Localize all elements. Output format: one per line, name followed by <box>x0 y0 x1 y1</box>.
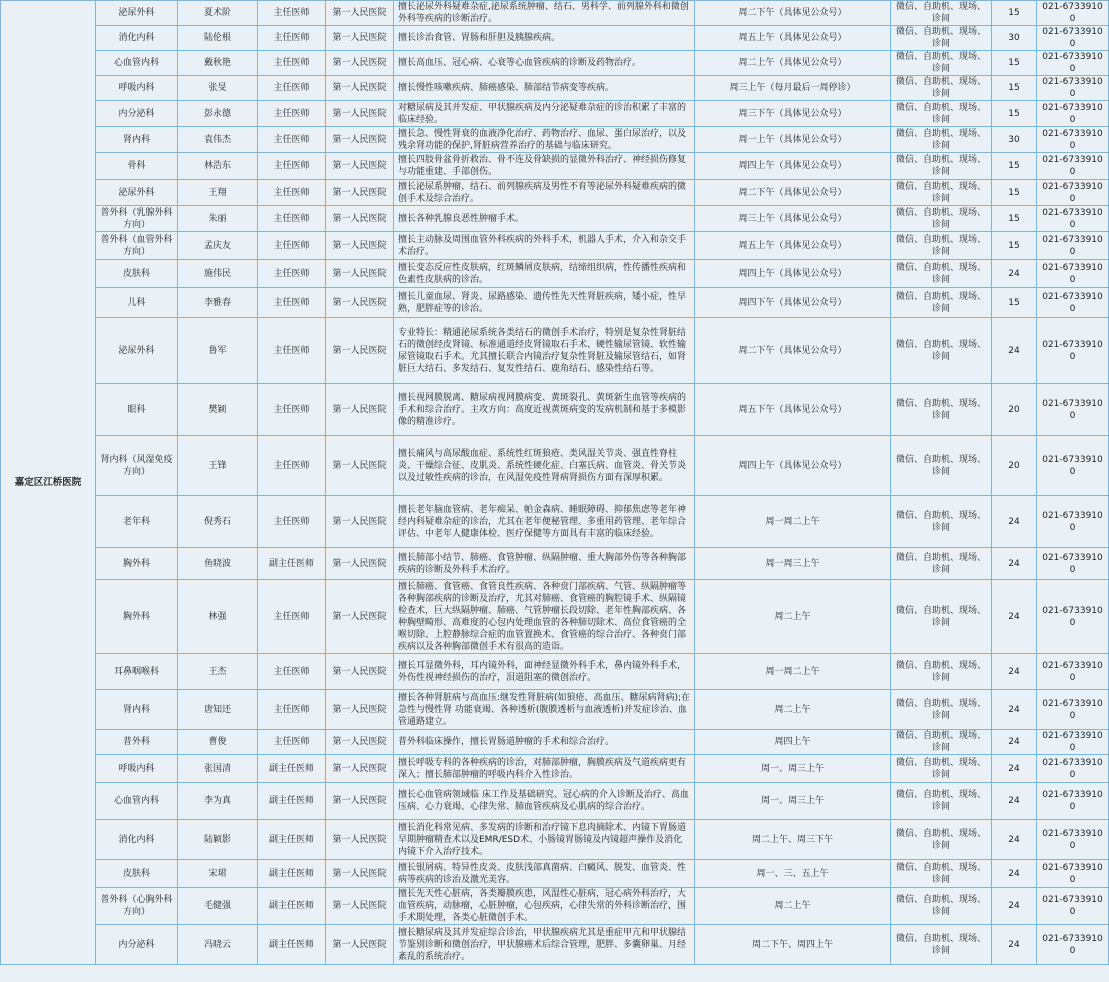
department-cell: 呼吸内科 <box>96 755 178 783</box>
booking-method-cell: 微信、自助机、现场、诊间 <box>891 153 992 180</box>
clinic-time-cell: 周二上午、周三下午 <box>695 820 891 860</box>
booking-method-cell: 微信、自助机、现场、诊间 <box>891 496 992 548</box>
quota-cell: 15 <box>992 153 1037 180</box>
department-cell: 心血管内科 <box>96 51 178 76</box>
quota-cell: 24 <box>992 548 1037 580</box>
department-cell: 骨科 <box>96 153 178 180</box>
table-row <box>1 436 1109 496</box>
hospital-name-cell: 嘉定区江桥医院 <box>1 1 96 965</box>
booking-method-cell: 微信、自助机、现场、诊间 <box>891 436 992 496</box>
doctor-name-cell: 施伟民 <box>178 260 258 288</box>
phone-cell: 021-67339100 <box>1037 436 1109 496</box>
booking-method-cell: 微信、自助机、现场、诊间 <box>891 232 992 260</box>
doctor-title-cell: 主任医师 <box>258 496 326 548</box>
booking-method-cell: 微信、自助机、现场、诊间 <box>891 580 992 654</box>
clinic-time-cell: 周三上午（具体见公众号） <box>695 206 891 232</box>
booking-method-cell: 微信、自助机、现场、诊间 <box>891 654 992 690</box>
phone-cell: 021-67339100 <box>1037 1 1109 26</box>
specialty-cell: 对糖尿病及其并发症、甲状腺疾病及内分泌疑难杂症的诊治积累了丰富的临床经验。 <box>394 101 695 127</box>
doctor-name-cell: 樊颖 <box>178 384 258 436</box>
department-cell: 普外科（乳腺外科方向） <box>96 206 178 232</box>
clinic-time-cell: 周二上午 <box>695 690 891 730</box>
phone-cell: 021-67339100 <box>1037 783 1109 820</box>
doctor-title-cell: 主任医师 <box>258 51 326 76</box>
quota-cell: 24 <box>992 654 1037 690</box>
specialty-cell: 擅长先天性心脏病，各类瓣膜疾患，风湿性心脏病，冠心病外科治疗，大血管疾病，动脉瘤，心脏肿瘤，心包疾病，心律失常的外科诊断治疗，围手术期处理，各类心脏微创手术。 <box>394 888 695 925</box>
booking-method-cell: 微信、自助机、现场、诊间 <box>891 755 992 783</box>
clinic-time-cell: 周一、周三上午 <box>695 755 891 783</box>
specialty-cell: 擅长四肢骨盆骨折救治、骨不连及骨缺损的显微外科治疗、神经损伤修复与功能重建、手部创伤。 <box>394 153 695 180</box>
specialty-cell: 普外科临床操作，擅长胃肠道肿瘤的手术和综合治疗。 <box>394 730 695 755</box>
doctor-title-cell: 主任医师 <box>258 127 326 153</box>
phone-cell: 021-67339100 <box>1037 153 1109 180</box>
specialty-cell: 擅长急、慢性肾衰的血液净化治疗、药物治疗、血尿、蛋白尿治疗，以及残余肾功能的保护,肾脏病营养治疗的基础与临床研究。 <box>394 127 695 153</box>
doctor-title-cell: 主任医师 <box>258 260 326 288</box>
table-row <box>1 783 1109 820</box>
booking-method-cell: 微信、自助机、现场、诊间 <box>891 820 992 860</box>
clinic-time-cell: 周二上午 <box>695 580 891 654</box>
doctor-name-cell: 孟庆友 <box>178 232 258 260</box>
quota-cell: 15 <box>992 76 1037 101</box>
department-cell: 皮肤科 <box>96 260 178 288</box>
doctor-name-cell: 陆颖影 <box>178 820 258 860</box>
specialty-cell: 擅长消化科常见病、多发病的诊断和治疗镜下息肉摘除术、内镜下胃肠道早期肿瘤精查术以及EMR/ESD术、小肠镜胃肠镜及内镜超声操作及消化内镜下介入治疗技术。 <box>394 820 695 860</box>
quota-cell: 24 <box>992 496 1037 548</box>
doctor-name-cell: 张国清 <box>178 755 258 783</box>
doctor-name-cell: 冯晓云 <box>178 925 258 965</box>
doctor-name-cell: 陆伦根 <box>178 26 258 51</box>
clinic-time-cell: 周二下午（具体见公众号） <box>695 180 891 206</box>
clinic-time-cell: 周二上午（具体见公众号） <box>695 51 891 76</box>
table-row <box>1 755 1109 783</box>
quota-cell: 24 <box>992 820 1037 860</box>
doctor-title-cell: 主任医师 <box>258 26 326 51</box>
booking-method-cell: 微信、自助机、现场、诊间 <box>891 76 992 101</box>
quota-cell: 30 <box>992 127 1037 153</box>
phone-cell: 021-67339100 <box>1037 925 1109 965</box>
phone-cell: 021-67339100 <box>1037 127 1109 153</box>
doctor-title-cell: 主任医师 <box>258 318 326 384</box>
clinic-time-cell: 周四上午（具体见公众号） <box>695 436 891 496</box>
quota-cell: 15 <box>992 288 1037 318</box>
specialty-cell: 专业特长：精通泌尿系统各类结石的微创手术治疗，特别是复杂性肾脏结石的微创经皮肾镜、标准通道经皮肾镜取石手术、硬性输尿管镜、软性输尿管镜取石手术。尤其擅长联合内镜治疗复杂性肾脏及输尿管结石，如肾脏巨大结石、多发结石、复发性结石、鹿角结石、感染性结石等。 <box>394 318 695 384</box>
doctor-name-cell: 朱丽 <box>178 206 258 232</box>
doctor-title-cell: 主任医师 <box>258 206 326 232</box>
specialty-cell: 擅长各种肾脏病与高血压:继发性肾脏病(如狼疮、高血压、糖尿病肾病);在急性与慢性肾 功能衰竭、各种透析(腹膜透析与血液透析)并发症诊治、血管通路建立。 <box>394 690 695 730</box>
department-cell: 普外科（心胸外科方向） <box>96 888 178 925</box>
doctor-title-cell: 副主任医师 <box>258 548 326 580</box>
clinic-time-cell: 周四上午 <box>695 730 891 755</box>
specialty-cell: 擅长高血压、冠心病、心衰等心血管疾病的诊断及药物治疗。 <box>394 51 695 76</box>
doctor-name-cell: 李雅春 <box>178 288 258 318</box>
phone-cell: 021-67339100 <box>1037 888 1109 925</box>
table-row <box>1 260 1109 288</box>
doctor-title-cell: 主任医师 <box>258 101 326 127</box>
source-hospital-cell: 第一人民医院 <box>326 580 394 654</box>
table-row <box>1 180 1109 206</box>
booking-method-cell: 微信、自助机、现场、诊间 <box>891 888 992 925</box>
clinic-time-cell: 周五下午（具体见公众号） <box>695 384 891 436</box>
phone-cell: 021-67339100 <box>1037 51 1109 76</box>
department-cell: 普外科（血管外科方向） <box>96 232 178 260</box>
department-cell: 内分泌科 <box>96 925 178 965</box>
doctor-title-cell: 副主任医师 <box>258 925 326 965</box>
phone-cell: 021-67339100 <box>1037 496 1109 548</box>
phone-cell: 021-67339100 <box>1037 384 1109 436</box>
specialty-cell: 擅长各种乳腺良恶性肿瘤手术。 <box>394 206 695 232</box>
source-hospital-cell: 第一人民医院 <box>326 180 394 206</box>
source-hospital-cell: 第一人民医院 <box>326 783 394 820</box>
department-cell: 泌尿外科 <box>96 1 178 26</box>
source-hospital-cell: 第一人民医院 <box>326 436 394 496</box>
table-row <box>1 318 1109 384</box>
quota-cell: 24 <box>992 755 1037 783</box>
quota-cell: 15 <box>992 1 1037 26</box>
doctor-title-cell: 主任医师 <box>258 654 326 690</box>
specialty-cell: 擅长老年脑血管病、老年痴呆、帕金森病、睡眠障碍、抑郁焦虑等老年神经内科疑难杂症的诊治，尤其在老年便秘管理、多重用药管理、老年综合评估、中老年人健康体检、医疗保健等方面具有丰富的临床经验。 <box>394 496 695 548</box>
specialty-cell: 擅长银屑病、特异性皮炎、皮肤浅部真菌病、白癜风、脱发、血管炎、性病等疾病的诊治及激光美容。 <box>394 860 695 888</box>
phone-cell: 021-67339100 <box>1037 180 1109 206</box>
doctor-name-cell: 袁伟杰 <box>178 127 258 153</box>
department-cell: 肾内科（风湿免疫方向） <box>96 436 178 496</box>
doctor-name-cell: 张旻 <box>178 76 258 101</box>
clinic-time-cell: 周五上午（具体见公众号） <box>695 232 891 260</box>
doctor-title-cell: 主任医师 <box>258 232 326 260</box>
department-cell: 眼科 <box>96 384 178 436</box>
department-cell: 消化内科 <box>96 820 178 860</box>
doctor-name-cell: 夏术阶 <box>178 1 258 26</box>
clinic-time-cell: 周二下午、周四上午 <box>695 925 891 965</box>
department-cell: 胸外科 <box>96 548 178 580</box>
source-hospital-cell: 第一人民医院 <box>326 690 394 730</box>
booking-method-cell: 微信、自助机、现场、诊间 <box>891 127 992 153</box>
source-hospital-cell: 第一人民医院 <box>326 127 394 153</box>
doctor-name-cell: 宋珺 <box>178 860 258 888</box>
doctor-name-cell: 戴秋艳 <box>178 51 258 76</box>
table-row <box>1 101 1109 127</box>
booking-method-cell: 微信、自助机、现场、诊间 <box>891 51 992 76</box>
doctor-title-cell: 主任医师 <box>258 580 326 654</box>
table-row <box>1 580 1109 654</box>
doctor-title-cell: 主任医师 <box>258 76 326 101</box>
clinic-time-cell: 周四下午（具体见公众号） <box>695 288 891 318</box>
clinic-time-cell: 周四上午（具体见公众号） <box>695 260 891 288</box>
doctor-title-cell: 主任医师 <box>258 436 326 496</box>
quota-cell: 24 <box>992 730 1037 755</box>
department-cell: 泌尿外科 <box>96 318 178 384</box>
clinic-time-cell: 周一周二上午 <box>695 654 891 690</box>
source-hospital-cell: 第一人民医院 <box>326 730 394 755</box>
clinic-time-cell: 周一周二上午 <box>695 496 891 548</box>
clinic-time-cell: 周二上午 <box>695 888 891 925</box>
source-hospital-cell: 第一人民医院 <box>326 860 394 888</box>
table-row <box>1 76 1109 101</box>
specialty-cell: 擅长泌尿系肿瘤、结石、前列腺疾病及男性不育等泌尿外科疑难疾病的微创手术及综合治疗。 <box>394 180 695 206</box>
table-row <box>1 206 1109 232</box>
doctor-title-cell: 副主任医师 <box>258 888 326 925</box>
phone-cell: 021-67339100 <box>1037 206 1109 232</box>
quota-cell: 24 <box>992 925 1037 965</box>
table-row <box>1 288 1109 318</box>
source-hospital-cell: 第一人民医院 <box>326 318 394 384</box>
booking-method-cell: 微信、自助机、现场、诊间 <box>891 101 992 127</box>
source-hospital-cell: 第一人民医院 <box>326 51 394 76</box>
specialty-cell: 擅长肺部小结节、肺癌、食管肿瘤、纵隔肿瘤、重大胸部外伤等各种胸部疾病的诊断及外科手术治疗。 <box>394 548 695 580</box>
source-hospital-cell: 第一人民医院 <box>326 232 394 260</box>
table-row <box>1 51 1109 76</box>
specialty-cell: 擅长耳显微外科，耳内镜外科，面神经显微外科手术，鼻内镜外科手术，外伤性视神经损伤的治疗，泪道阻塞的微创治疗。 <box>394 654 695 690</box>
clinic-time-cell: 周二下午（具体见公众号） <box>695 318 891 384</box>
doctor-title-cell: 主任医师 <box>258 1 326 26</box>
booking-method-cell: 微信、自助机、现场、诊间 <box>891 548 992 580</box>
doctor-name-cell: 唐知还 <box>178 690 258 730</box>
quota-cell: 15 <box>992 51 1037 76</box>
department-cell: 普外科 <box>96 730 178 755</box>
booking-method-cell: 微信、自助机、现场、诊间 <box>891 783 992 820</box>
phone-cell: 021-67339100 <box>1037 232 1109 260</box>
specialty-cell: 擅长主动脉及周围血管外科疾病的外科手术，机器人手术，介入和杂交手术治疗。 <box>394 232 695 260</box>
clinic-time-cell: 周一、周三上午 <box>695 783 891 820</box>
department-cell: 耳鼻咽喉科 <box>96 654 178 690</box>
specialty-cell: 擅长呼吸专科的各种疾病的诊治，对肺部肿瘤，胸膜疾病及气道疾病更有深入；擅长肺部肿瘤的呼吸内科介入性诊治。 <box>394 755 695 783</box>
table-row <box>1 925 1109 965</box>
department-cell: 胸外科 <box>96 580 178 654</box>
table-row <box>1 860 1109 888</box>
doctor-title-cell: 副主任医师 <box>258 783 326 820</box>
doctor-title-cell: 主任医师 <box>258 288 326 318</box>
department-cell: 消化内科 <box>96 26 178 51</box>
specialty-cell: 擅长心血管病领域临 床工作及基础研究、冠心病的介入诊断及治疗、高血压病、心力衰竭、心律失常、肺血管疾病及心肌病的综合治疗。 <box>394 783 695 820</box>
quota-cell: 20 <box>992 436 1037 496</box>
department-cell: 呼吸内科 <box>96 76 178 101</box>
quota-cell: 15 <box>992 101 1037 127</box>
quota-cell: 30 <box>992 26 1037 51</box>
table-row <box>1 888 1109 925</box>
phone-cell: 021-67339100 <box>1037 580 1109 654</box>
doctor-name-cell: 王翔 <box>178 180 258 206</box>
table-row <box>1 127 1109 153</box>
phone-cell: 021-67339100 <box>1037 548 1109 580</box>
quota-cell: 24 <box>992 690 1037 730</box>
table-row <box>1 1 1109 26</box>
quota-cell: 24 <box>992 318 1037 384</box>
table-row <box>1 496 1109 548</box>
doctor-name-cell: 鱼晓波 <box>178 548 258 580</box>
source-hospital-cell: 第一人民医院 <box>326 496 394 548</box>
clinic-time-cell: 周四上午（具体见公众号） <box>695 153 891 180</box>
phone-cell: 021-67339100 <box>1037 654 1109 690</box>
table-row <box>1 26 1109 51</box>
clinic-time-cell: 周三上午（每月最后一周停诊） <box>695 76 891 101</box>
phone-cell: 021-67339100 <box>1037 76 1109 101</box>
booking-method-cell: 微信、自助机、现场、诊间 <box>891 860 992 888</box>
source-hospital-cell: 第一人民医院 <box>326 820 394 860</box>
booking-method-cell: 微信、自助机、现场、诊间 <box>891 1 992 26</box>
table-row <box>1 548 1109 580</box>
department-cell: 肾内科 <box>96 127 178 153</box>
doctor-title-cell: 副主任医师 <box>258 755 326 783</box>
doctor-name-cell: 鲁军 <box>178 318 258 384</box>
phone-cell: 021-67339100 <box>1037 730 1109 755</box>
source-hospital-cell: 第一人民医院 <box>326 888 394 925</box>
source-hospital-cell: 第一人民医院 <box>326 755 394 783</box>
quota-cell: 24 <box>992 580 1037 654</box>
phone-cell: 021-67339100 <box>1037 820 1109 860</box>
department-cell: 肾内科 <box>96 690 178 730</box>
quota-cell: 24 <box>992 783 1037 820</box>
department-cell: 皮肤科 <box>96 860 178 888</box>
department-cell: 老年科 <box>96 496 178 548</box>
department-cell: 心血管内科 <box>96 783 178 820</box>
clinic-time-cell: 周一周三上午 <box>695 548 891 580</box>
doctor-name-cell: 曹俊 <box>178 730 258 755</box>
clinic-time-cell: 周一、三、五上午 <box>695 860 891 888</box>
doctor-name-cell: 彭永德 <box>178 101 258 127</box>
quota-cell: 15 <box>992 180 1037 206</box>
phone-cell: 021-67339100 <box>1037 101 1109 127</box>
clinic-time-cell: 周二下午（具体见公众号） <box>695 1 891 26</box>
booking-method-cell: 微信、自助机、现场、诊间 <box>891 206 992 232</box>
department-cell: 泌尿外科 <box>96 180 178 206</box>
doctor-title-cell: 副主任医师 <box>258 820 326 860</box>
table-row <box>1 690 1109 730</box>
source-hospital-cell: 第一人民医院 <box>326 26 394 51</box>
source-hospital-cell: 第一人民医院 <box>326 288 394 318</box>
source-hospital-cell: 第一人民医院 <box>326 654 394 690</box>
source-hospital-cell: 第一人民医院 <box>326 206 394 232</box>
specialty-cell: 擅长糖尿病及其并发症综合诊治，甲状腺疾病尤其是重症甲亢和甲状腺结节鉴别诊断和微创治疗，甲状腺癌术后综合管理，肥胖、多囊卵巢、月经紊乱的系统治疗。 <box>394 925 695 965</box>
table-row <box>1 654 1109 690</box>
quota-cell: 24 <box>992 860 1037 888</box>
source-hospital-cell: 第一人民医院 <box>326 925 394 965</box>
booking-method-cell: 微信、自助机、现场、诊间 <box>891 384 992 436</box>
phone-cell: 021-67339100 <box>1037 260 1109 288</box>
department-cell: 内分泌科 <box>96 101 178 127</box>
doctor-title-cell: 主任医师 <box>258 690 326 730</box>
table-row <box>1 730 1109 755</box>
source-hospital-cell: 第一人民医院 <box>326 548 394 580</box>
quota-cell: 24 <box>992 888 1037 925</box>
specialty-cell: 擅长儿童血尿、肾炎、尿路感染、遗传性先天性肾脏疾病，矮小症，性早熟，肥胖症等的诊治。 <box>394 288 695 318</box>
specialty-cell: 擅长泌尿外科疑难杂症,泌尿系统肿瘤、结石、男科学、前列腺外科和微创外科等疾病的诊断治疗。 <box>394 1 695 26</box>
source-hospital-cell: 第一人民医院 <box>326 101 394 127</box>
doctor-name-cell: 王锋 <box>178 436 258 496</box>
table-row <box>1 232 1109 260</box>
doctor-name-cell: 王杰 <box>178 654 258 690</box>
doctor-title-cell: 副主任医师 <box>258 860 326 888</box>
phone-cell: 021-67339100 <box>1037 755 1109 783</box>
source-hospital-cell: 第一人民医院 <box>326 384 394 436</box>
booking-method-cell: 微信、自助机、现场、诊间 <box>891 288 992 318</box>
clinic-time-cell: 周三下午（具体见公众号） <box>695 101 891 127</box>
doctor-title-cell: 主任医师 <box>258 153 326 180</box>
doctor-title-cell: 主任医师 <box>258 180 326 206</box>
phone-cell: 021-67339100 <box>1037 26 1109 51</box>
booking-method-cell: 微信、自助机、现场、诊间 <box>891 925 992 965</box>
source-hospital-cell: 第一人民医院 <box>326 76 394 101</box>
doctor-name-cell: 倪秀石 <box>178 496 258 548</box>
clinic-time-cell: 周一上午（具体见公众号） <box>695 127 891 153</box>
doctor-title-cell: 主任医师 <box>258 384 326 436</box>
doctor-name-cell: 毛健强 <box>178 888 258 925</box>
specialty-cell: 擅长诊治食管、胃肠和肝胆及胰腺疾病。 <box>394 26 695 51</box>
doctor-name-cell: 林浩东 <box>178 153 258 180</box>
phone-cell: 021-67339100 <box>1037 288 1109 318</box>
table-row <box>1 820 1109 860</box>
specialty-cell: 擅长慢性咳嗽疾病、肺癌感染、肺部结节病变等疾病。 <box>394 76 695 101</box>
source-hospital-cell: 第一人民医院 <box>326 1 394 26</box>
phone-cell: 021-67339100 <box>1037 860 1109 888</box>
doctor-name-cell: 李为真 <box>178 783 258 820</box>
booking-method-cell: 微信、自助机、现场、诊间 <box>891 318 992 384</box>
specialty-cell: 擅长变态反应性皮肤病，红斑鳞屑皮肤病，结缔组织病，性传播性疾病和色素性皮肤病的诊治。 <box>394 260 695 288</box>
clinic-time-cell: 周五上午（具体见公众号） <box>695 26 891 51</box>
specialty-cell: 擅长视网膜脱离、糖尿病视网膜病变、黄斑裂孔、黄斑新生血管等疾病的手术和综合治疗。主攻方向：高度近视黄斑病变的发病机制和基于多模影像的精准诊疗。 <box>394 384 695 436</box>
table-row <box>1 153 1109 180</box>
quota-cell: 24 <box>992 260 1037 288</box>
specialty-cell: 擅长痛风与高尿酸血症、系统性红斑狼疮、类风湿关节炎、强直性脊柱炎、干燥综合征、皮肌炎、系统性硬化症、白塞氏病、血管炎、骨关节炎以及过敏性疾病的诊治，在风湿免疫性肾病肾损伤方面有深厚积累。 <box>394 436 695 496</box>
booking-method-cell: 微信、自助机、现场、诊间 <box>891 730 992 755</box>
specialty-cell: 擅长肺癌、食管癌、食管良性疾病、各种贲门部疾病、气管、纵隔肿瘤等各种胸部疾病的诊断及治疗，尤其对肺癌、食管癌的胸腔镜手术、纵隔镜检查术，巨大纵隔肿瘤、肺癌、气管肿瘤长段切除、老年性胸部疾病、各种胸壁畸形、高难度的心包内处理血管的各种肺切除术、高位食管癌的全喉切除、上腔静脉综合症的血管置换术、食管癌的综合治疗、各种贲门部疾病以及各种胸部微创手术有很高的造诣。 <box>394 580 695 654</box>
booking-method-cell: 微信、自助机、现场、诊间 <box>891 26 992 51</box>
source-hospital-cell: 第一人民医院 <box>326 153 394 180</box>
department-cell: 儿科 <box>96 288 178 318</box>
booking-method-cell: 微信、自助机、现场、诊间 <box>891 690 992 730</box>
doctor-name-cell: 林强 <box>178 580 258 654</box>
quota-cell: 20 <box>992 384 1037 436</box>
quota-cell: 15 <box>992 206 1037 232</box>
phone-cell: 021-67339100 <box>1037 318 1109 384</box>
booking-method-cell: 微信、自助机、现场、诊间 <box>891 260 992 288</box>
quota-cell: 15 <box>992 232 1037 260</box>
source-hospital-cell: 第一人民医院 <box>326 260 394 288</box>
table-row <box>1 384 1109 436</box>
booking-method-cell: 微信、自助机、现场、诊间 <box>891 180 992 206</box>
phone-cell: 021-67339100 <box>1037 690 1109 730</box>
doctor-title-cell: 主任医师 <box>258 730 326 755</box>
